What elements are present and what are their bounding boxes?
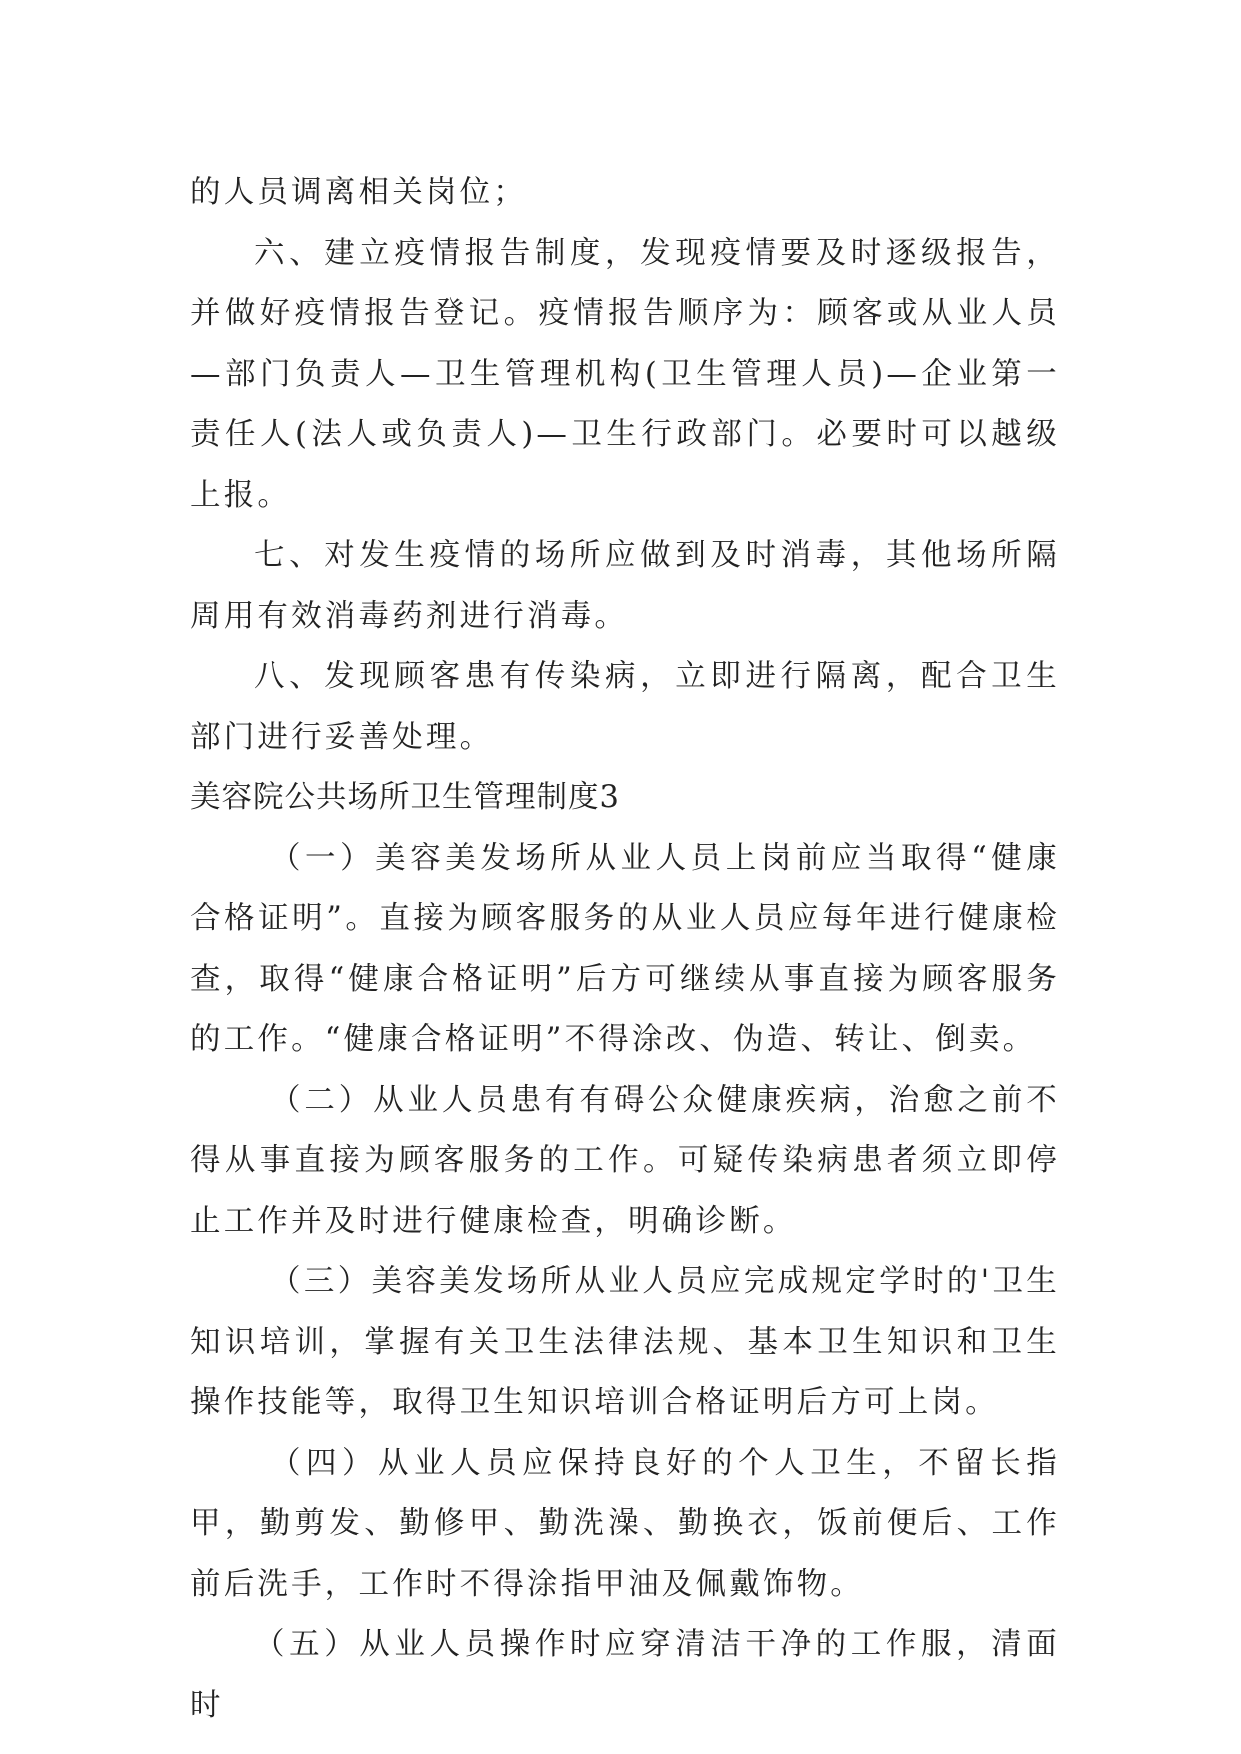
paragraph-clause-five: （五）从业人员操作时应穿清洁干净的工作服，清面时: [190, 1627, 1060, 1723]
document-body: [190, 163, 1060, 1736]
paragraph-item-eight: 八、发现顾客患有传染病，立即进行隔离，配合卫生部门进行妥善处理。: [190, 659, 1060, 755]
paragraph-continuation: 的人员调离相关岗位；: [190, 175, 527, 210]
paragraph-clause-four: （四）从业人员应保持良好的个人卫生，不留长指甲，勤剪发、勤修甲、勤洗澡、勤换衣，饭前便后、工作前后洗手，工作时不得涂指甲油及佩戴饰物。: [190, 1445, 1060, 1602]
paragraph-clause-two: （二）从业人员患有有碍公众健康疾病，治愈之前不得从事直接为顾客服务的工作。可疑传染病患者须立即停止工作并及时进行健康检查，明确诊断。: [190, 1082, 1060, 1239]
paragraph-item-six: 六、建立疫情报告制度，发现疫情要及时逐级报告，并做好疫情报告登记。疫情报告顺序为：顾客或从业人员—部门负责人—卫生管理机构(卫生管理人员)—企业第一责任人(法人或负责人)—卫生行政部门。必要时可以越级上报。: [190, 235, 1060, 513]
paragraph-clause-three: （三）美容美发场所从业人员应完成规定学时的'卫生知识培训，掌握有关卫生法律法规、基本卫生知识和卫生操作技能等，取得卫生知识培训合格证明后方可上岗。: [190, 1264, 1060, 1420]
paragraph-item-seven: 七、对发生疫情的场所应做到及时消毒，其他场所隔周用有效消毒药剂进行消毒。: [190, 538, 1060, 634]
section-heading: 美容院公共场所卫生管理制度3: [190, 780, 620, 815]
paragraph-clause-one: （一）美容美发场所从业人员上岗前应当取得“健康合格证明”。直接为顾客服务的从业人员应每年进行健康检查，取得“健康合格证明”后方可继续从事直接为顾客服务的工作。“健康合格证明”不得涂改、伪造、转让、倒卖。: [190, 840, 1060, 1057]
